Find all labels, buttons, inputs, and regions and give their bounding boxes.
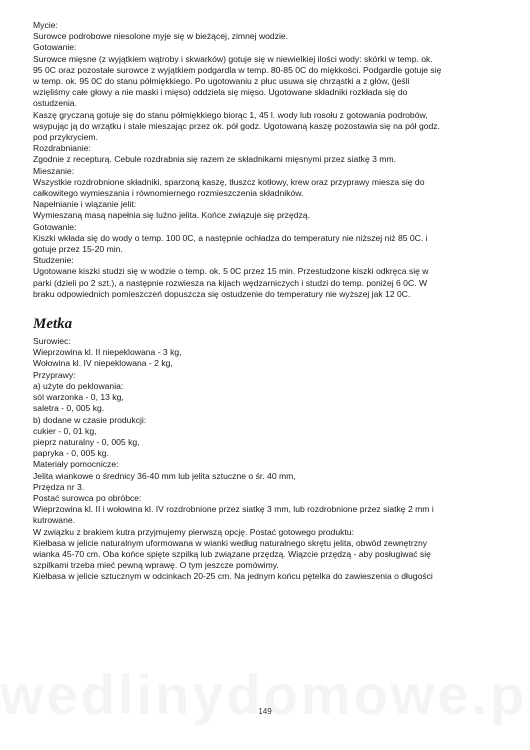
text-line: Mycie: — [33, 20, 58, 30]
text-line: ostudzenia. — [33, 98, 77, 109]
text-line: Napełnianie i wiązanie jelit: — [33, 199, 137, 210]
text-line: papryka - 0, 005 kg. — [33, 448, 109, 459]
text-line: Surowiec: — [33, 336, 71, 347]
text-line: Surowce podrobowe niesolone myje się w bieżącej, zimnej wodzie. — [33, 31, 289, 42]
text-line: 95 0C oraz pozostałe surowce z wyjątkiem podgardla w temp. 80-85 0C do miękkości. Podgardle gotuje się — [33, 64, 442, 75]
section-gap — [33, 300, 503, 314]
text-line: Wieprzowina kl. II niepeklowana - 3 kg, — [33, 347, 182, 358]
text-line: Przędza nr 3. — [33, 481, 85, 492]
text-line: wsypując ją do wrzątku i stale mieszając przez ok. pół godz. Ugotowaną kaszę pozostawia się na pół godz. — [33, 120, 440, 131]
text-line: a) użyte do peklowania: — [33, 380, 124, 391]
text-line: Kiełbasa w jelicie naturalnym uformowana w wianki według naturalnego skrętu jelita, obwód zewnętrzny — [33, 537, 428, 548]
text-line: pieprz naturalny - 0, 005 kg, — [33, 436, 140, 447]
text-line: parki (dzieli po 2 szt.), a następnie rozwiesza na kijach wędzarniczych i studzi do temp. poniżej 6 0C. W — [33, 277, 428, 288]
text-line: Zgodnie z recepturą. Cebule rozdrabnia się razem ze składnikami mięsnymi przez siatkę 3 mm. — [33, 154, 396, 165]
text-line: Postać surowca po obróbce: — [33, 492, 142, 503]
metka-recipe-section — [33, 336, 503, 582]
text-line: Kiszki wkłada się do wody o temp. 100 0C, a następnie ochładza do temperatury nie niższej niż 85 0C. i — [33, 232, 428, 243]
text-line: cukier - 0, 01 kg, — [33, 425, 97, 436]
text-line: sól warzonka - 0, 13 kg, — [33, 392, 124, 403]
text-line: Materiały pomocnicze: — [33, 459, 119, 470]
text-line: gotuje przez 15-20 min. — [33, 244, 123, 255]
text-line: wianka 45-70 cm. Oba końce spięte szpilką lub związane przędzą. Wiązcie przędzą - aby posługiwać się — [33, 548, 431, 559]
text-line: Wymieszaną masą napełnia się luźno jelita. Końce związuje się przędzą. — [33, 210, 310, 221]
section-heading-metka: Metka — [33, 316, 73, 333]
text-line: Gotowanie: — [33, 42, 77, 53]
page-number: 149 — [258, 707, 272, 716]
text-line: Gotowanie: — [33, 221, 77, 232]
text-line: Surowce mięsne (z wyjątkiem wątroby i skwarków) gotuje się w niewielkiej ilości wody: skórki w temp. ok. — [33, 53, 433, 64]
watermark-text — [0, 662, 530, 727]
text-line: wzięliśmy całe głowy a nie maski i mięso) oddziela się mięso. Ugotowane składniki rozkłada się do — [33, 87, 408, 98]
text-line: pod przykryciem. — [33, 132, 98, 143]
text-line: w temp. ok. 95 0C do stanu półmiękkiego. Po ugotowaniu z płuc usuwa się chrząstki a z głów, (jeśli — [33, 76, 410, 87]
text-line: W związku z brakiem kutra przyjmujemy pierwszą opcję. Postać gotowego produktu: — [33, 526, 354, 537]
text-line: Jelita wiankowe o średnicy 36-40 mm lub jelita sztuczne o śr. 40 mm, — [33, 470, 296, 481]
recipe-steps-section — [33, 20, 503, 300]
text-line: Rozdrabnianie: — [33, 143, 91, 154]
text-line: kutrowane. — [33, 515, 76, 526]
text-line: Wołowina kl. IV niepeklowana - 2 kg, — [33, 358, 173, 369]
text-line: szpilkami trzeba mieć pewną wprawę. O tym jeszcze pomówimy. — [33, 560, 279, 571]
text-line: Wszystkie rozdrobnione składniki, sparzoną kaszę, tłuszcz kotłowy, krew oraz przyprawy miesza się do — [33, 176, 425, 187]
text-line: b) dodane w czasie produkcji: — [33, 414, 147, 425]
text-line: Studzenie: — [33, 255, 74, 266]
text-line: Mieszanie: — [33, 165, 75, 176]
text-line: Przyprawy: — [33, 369, 76, 380]
text-line: braku odpowiednich pomieszczeń dopuszcza się ostudzenie do temperatury nie wyższej jak 12 0C. — [33, 288, 411, 299]
text-line: Ugotowane kiszki studzi się w wodzie o temp. ok. 5 0C przez 15 min. Przestudzone kiszki odkręca się w — [33, 266, 429, 277]
text-line: Wieprzowina kl. II i wołowina kl. IV rozdrobnione przez siatkę 3 mm, lub rozdrobnione przez siatkę 2 mm i — [33, 504, 434, 515]
text-line: Kaszę gryczaną gotuje się do stanu półmiękkiego biorąc 1, 45 l. wody lub rosołu z gotowania podrobów, — [33, 109, 428, 120]
document-page — [33, 20, 503, 583]
text-line: Kiełbasa w jelicie sztucznym w odcinkach 20-25 cm. Na jednym końcu pętelka do zawieszenia o długości — [33, 571, 433, 582]
text-line: saletra - 0, 005 kg. — [33, 403, 105, 414]
text-line: całkowitego wymieszania i równomiernego rozmieszczenia składników. — [33, 188, 304, 199]
